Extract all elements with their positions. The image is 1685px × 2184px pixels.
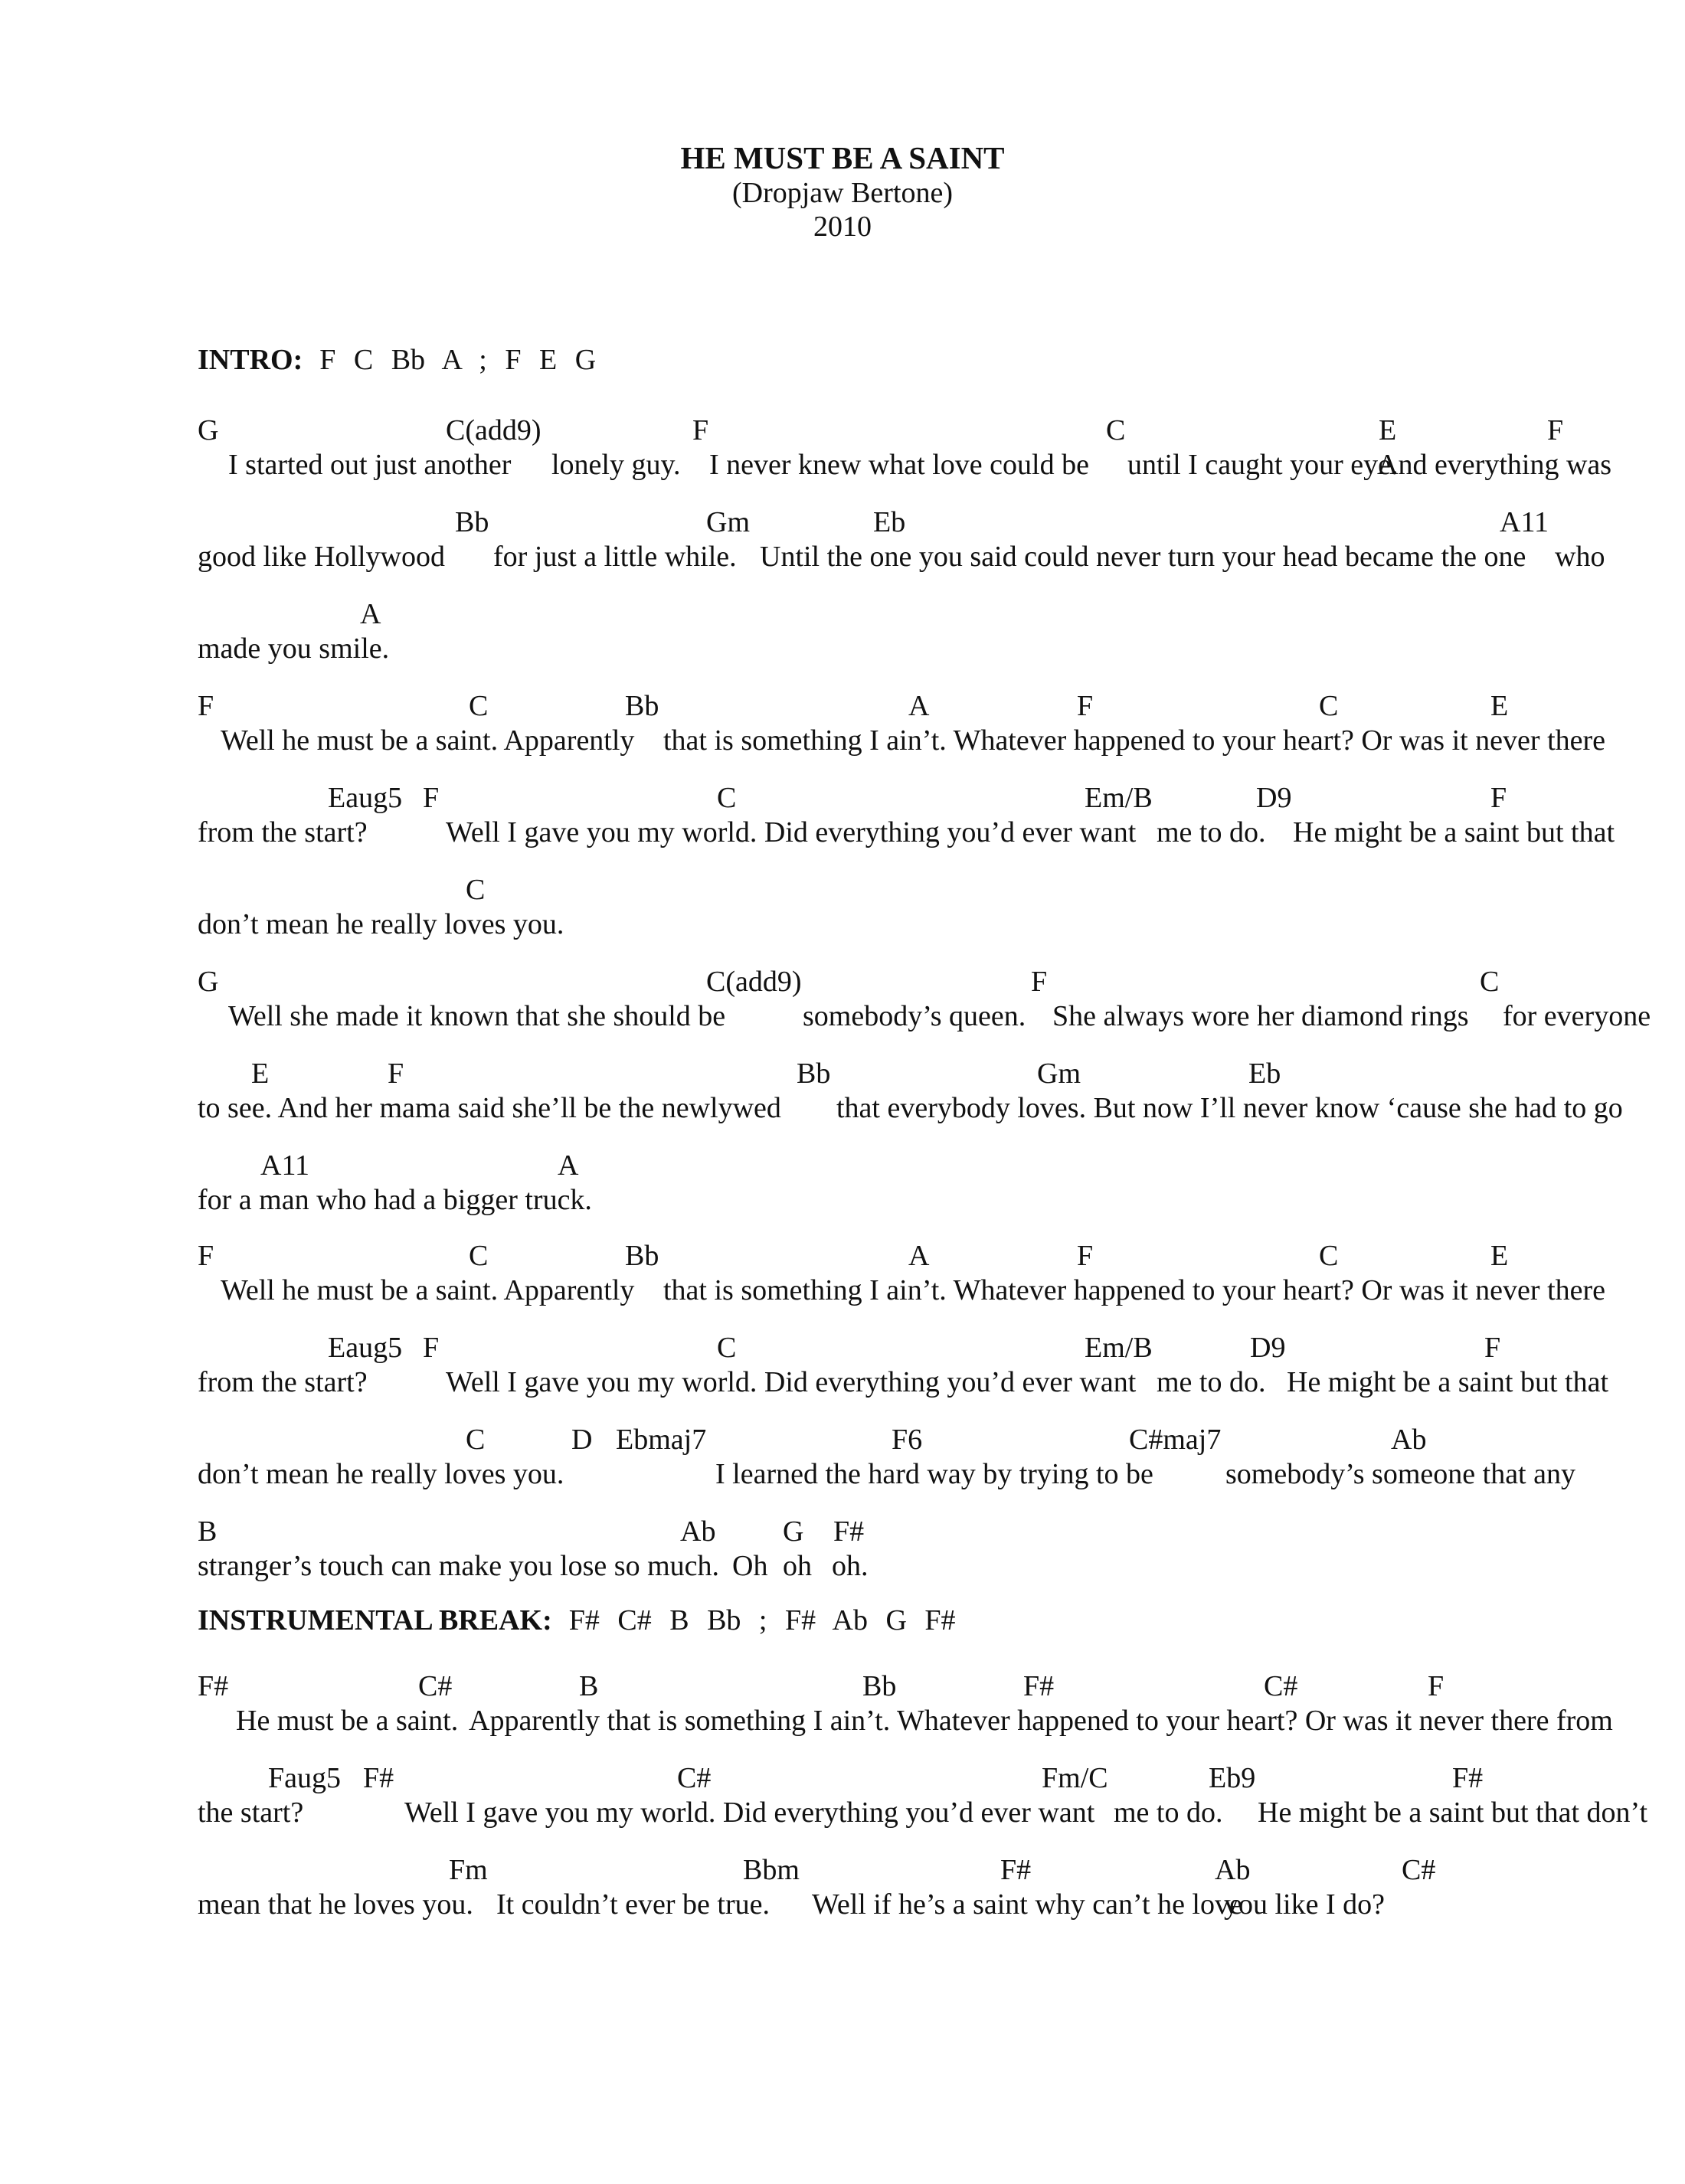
chord: Faug5 — [268, 1762, 341, 1794]
chord: Eaug5 — [328, 782, 403, 814]
chord: A — [360, 598, 381, 630]
chord: C#maj7 — [1129, 1424, 1222, 1456]
chord: Bb — [625, 1240, 659, 1272]
chord: Ebmaj7 — [616, 1424, 707, 1456]
lyric: Well he must be a saint. Apparently — [221, 724, 635, 757]
lyric: He must be a saint. — [236, 1705, 459, 1737]
chord: E — [1490, 1240, 1509, 1272]
chord: F — [1484, 1332, 1501, 1364]
lyric: Well I gave you my world. Did everything you’d ever want — [404, 1797, 1095, 1829]
chord: Bb — [625, 690, 659, 722]
lyric: me to do. — [1157, 816, 1266, 848]
chord: C — [717, 1332, 737, 1364]
lyric: for just a little while. — [493, 541, 737, 573]
chord: F# — [363, 1762, 394, 1794]
intro-label: INTRO: — [198, 344, 303, 376]
chord: Eaug5 — [328, 1332, 403, 1364]
chord: C — [1319, 690, 1339, 722]
lyric: Well I gave you my world. Did everything you’d ever want — [446, 816, 1137, 848]
lyric: don’t mean he really loves you. — [198, 1458, 564, 1490]
lyric: until I caught your eye. — [1127, 449, 1399, 481]
chord: Gm — [1037, 1058, 1081, 1090]
lyric: that is something I ain’t. Whatever happened to your heart? Or was it never there — [663, 1274, 1606, 1306]
lyric: He might be a saint but that — [1287, 1366, 1609, 1398]
lyric: good like Hollywood — [198, 541, 445, 573]
chord: F — [423, 1332, 440, 1364]
lyric: Well he must be a saint. Apparently — [221, 1274, 635, 1306]
chord: D9 — [1256, 782, 1292, 814]
lyric: Until the one you said could never turn your head became the one — [760, 541, 1526, 573]
lyric: He might be a saint but that don’t — [1258, 1797, 1648, 1829]
chord: Gm — [706, 506, 750, 538]
chord: F# — [833, 1515, 865, 1548]
chord: C# — [418, 1670, 453, 1702]
chord: Fm/C — [1042, 1762, 1108, 1794]
lyric: oh. — [832, 1550, 869, 1582]
chord: D9 — [1250, 1332, 1286, 1364]
chord: A — [558, 1149, 579, 1182]
chord: F — [198, 690, 214, 722]
chord: F# — [1023, 1670, 1055, 1702]
lyric: me to do. — [1157, 1366, 1266, 1398]
chord: A11 — [1500, 506, 1549, 538]
lyric: And everything was — [1377, 449, 1612, 481]
chord: C — [1480, 966, 1500, 998]
lyric: Apparently that is something I ain’t. Whatever happened to your heart? Or was it never there from — [469, 1705, 1613, 1737]
lyric: lonely guy. — [551, 449, 681, 481]
chord: Eb — [1248, 1058, 1281, 1090]
song-year: 2010 — [813, 211, 872, 243]
chord: C(add9) — [446, 414, 541, 446]
intro-line — [198, 343, 596, 377]
chord: F — [423, 782, 440, 814]
instrumental-line — [198, 1604, 956, 1637]
chord: F6 — [892, 1424, 923, 1456]
chord: F — [198, 1240, 214, 1272]
lyric: I started out just another — [228, 449, 512, 481]
lyric: don’t mean he really loves you. — [198, 908, 564, 940]
lyric: I never knew what love could be — [709, 449, 1089, 481]
lyric: that is something I ain’t. Whatever happened to your heart? Or was it never there — [663, 724, 1606, 757]
chord: Bbm — [743, 1854, 800, 1886]
chord: F — [1077, 1240, 1094, 1272]
song-artist: (Dropjaw Bertone) — [731, 177, 954, 209]
chord: F — [1077, 690, 1094, 722]
chord: A11 — [260, 1149, 310, 1182]
chord: F — [1031, 966, 1048, 998]
lyric: me to do. — [1114, 1797, 1223, 1829]
chord: G — [783, 1515, 804, 1548]
lyric: that everybody loves. But now I’ll never know ‘cause she had to go — [836, 1092, 1623, 1124]
chord: D — [571, 1424, 593, 1456]
lyric: Well if he’s a saint why can’t he love — [812, 1888, 1242, 1921]
chord: C — [469, 1240, 489, 1272]
lyric: She always wore her diamond rings — [1052, 1000, 1469, 1032]
lyric: It couldn’t ever be true. — [496, 1888, 770, 1921]
chord: G — [198, 966, 219, 998]
lyric: He might be a saint but that — [1293, 816, 1615, 848]
chord: Em/B — [1085, 1332, 1153, 1364]
chord: Bb — [862, 1670, 897, 1702]
instrumental-chords: F# C# B Bb ; F# Ab G F# — [568, 1604, 956, 1636]
chord: F# — [1000, 1854, 1032, 1886]
chord: Ab — [680, 1515, 716, 1548]
chord: C# — [1402, 1854, 1436, 1886]
chord: F — [692, 414, 709, 446]
lyric: the start? — [198, 1797, 304, 1829]
chord: Ab — [1215, 1854, 1251, 1886]
chord: Fm — [449, 1854, 488, 1886]
chord: B — [579, 1670, 599, 1702]
lyric: who — [1555, 541, 1605, 573]
chord: C — [1319, 1240, 1339, 1272]
chord: F — [1428, 1670, 1445, 1702]
lyric: from the start? — [198, 816, 368, 848]
lyric: Oh — [732, 1550, 768, 1582]
lyric: somebody’s someone that any — [1225, 1458, 1575, 1490]
chord: C# — [1264, 1670, 1298, 1702]
chord: C — [469, 690, 489, 722]
lyric: Well I gave you my world. Did everything you’d ever want — [446, 1366, 1137, 1398]
lyric: stranger’s touch can make you lose so much. — [198, 1550, 720, 1582]
chord: E — [251, 1058, 270, 1090]
lyric: I learned the hard way by trying to be — [715, 1458, 1153, 1490]
chord: B — [198, 1515, 218, 1548]
lyric: from the start? — [198, 1366, 368, 1398]
chord: Bb — [455, 506, 489, 538]
chord: Ab — [1391, 1424, 1427, 1456]
chord: Eb — [873, 506, 906, 538]
lyric: Well she made it known that she should be — [228, 1000, 726, 1032]
chord: F — [388, 1058, 404, 1090]
chord: G — [198, 414, 219, 446]
chord: F — [1547, 414, 1564, 446]
lyric: somebody’s queen. — [803, 1000, 1026, 1032]
chord: F — [1490, 782, 1507, 814]
chord: F# — [198, 1670, 229, 1702]
chord: Em/B — [1085, 782, 1153, 814]
chord: C — [466, 1424, 486, 1456]
lyric: to see. And her mama said she’ll be the newlywed — [198, 1092, 781, 1124]
intro-chords: F C Bb A ; F E G — [319, 344, 597, 376]
chord: A — [908, 1240, 930, 1272]
chord: F# — [1452, 1762, 1484, 1794]
chord: C — [466, 874, 486, 906]
song-title: HE MUST BE A SAINT — [680, 140, 1005, 175]
chord: E — [1379, 414, 1397, 446]
lyric: for a man who had a bigger truck. — [198, 1184, 592, 1216]
chord: C# — [677, 1762, 712, 1794]
chord: Bb — [797, 1058, 831, 1090]
lyric: mean that he loves you. — [198, 1888, 473, 1921]
lyric: made you smile. — [198, 633, 390, 665]
chord: C — [717, 782, 737, 814]
chord: Eb9 — [1209, 1762, 1256, 1794]
lyric: for everyone — [1503, 1000, 1651, 1032]
instrumental-label: INSTRUMENTAL BREAK: — [198, 1604, 552, 1636]
lyric: oh — [783, 1550, 812, 1582]
chord: C(add9) — [706, 966, 802, 998]
lyric: you like I do? — [1224, 1888, 1386, 1921]
chord: A — [908, 690, 930, 722]
chord: C — [1106, 414, 1126, 446]
chord: E — [1490, 690, 1509, 722]
